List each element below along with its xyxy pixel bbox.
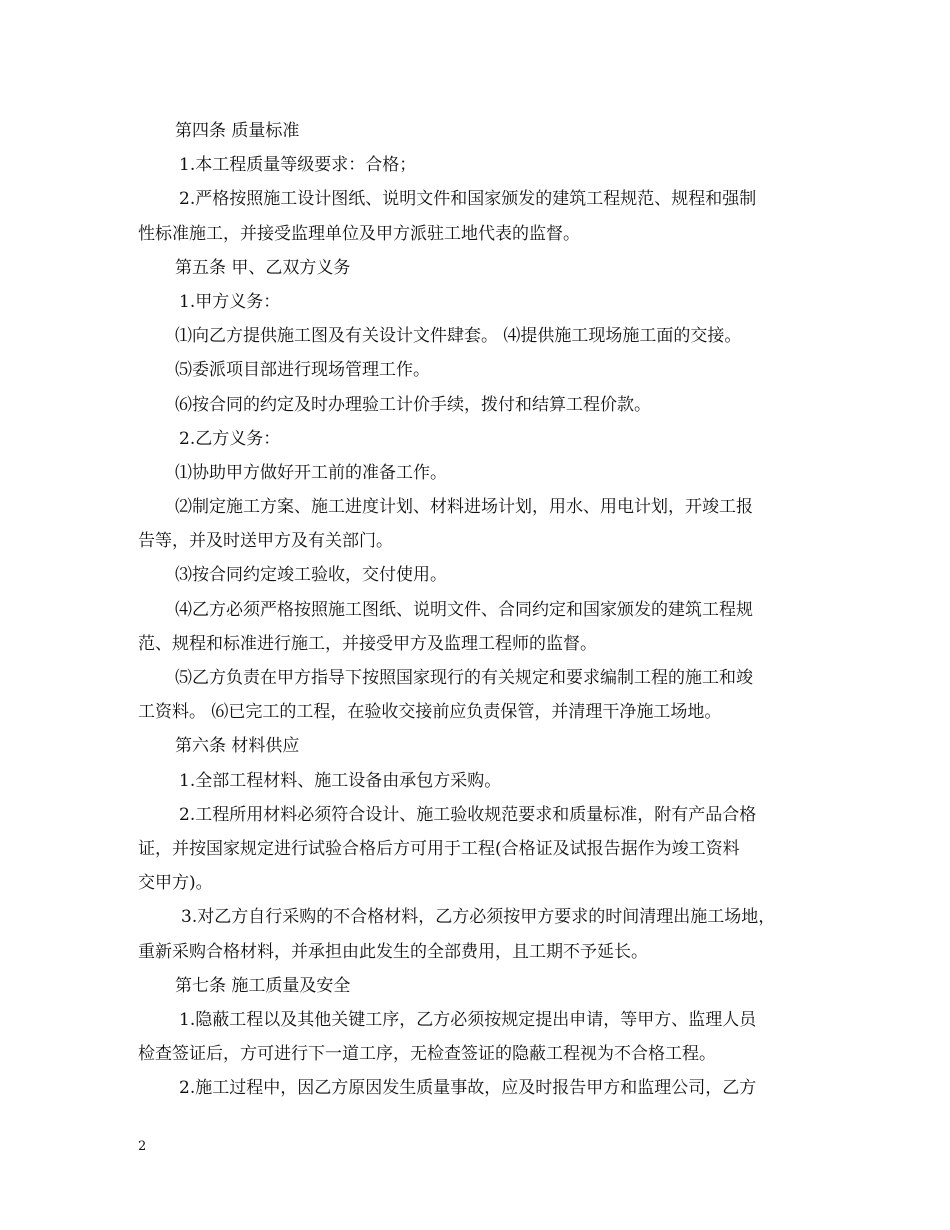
paragraph-line: 1.隐蔽工程以及其他关键工序，乙方必须按规定提出申请，等甲方、监理人员 (179, 1009, 757, 1030)
paragraph-line: 性标准施工，并接受监理单位及甲方派驻工地代表的监督。 (138, 223, 580, 244)
paragraph-line: 工资料。 ⑹已完工的工程，在验收交接前应负责保管，并清理干净施工场地。 (138, 702, 722, 723)
paragraph-line: 2.严格按照施工设计图纸、说明文件和国家颁发的建筑工程规范、规程和强制 (179, 189, 757, 210)
paragraph-line: 交甲方)。 (138, 873, 213, 894)
paragraph-line: ⑸委派项目部进行现场管理工作。 (175, 360, 430, 381)
paragraph-line: ⑴向乙方提供施工图及有关设计文件肆套。 ⑷提供施工现场施工面的交接。 (175, 326, 742, 347)
paragraph-line: 2.工程所用材料必须符合设计、施工验收规范要求和质量标准，附有产品合格 (179, 804, 757, 825)
paragraph-line: 1.甲方义务： (179, 291, 281, 312)
paragraph-line: ⑶按合同约定竣工验收，交付使用。 (175, 565, 447, 586)
paragraph-line: 1.全部工程材料、施工设备由承包方采购。 (179, 770, 502, 791)
paragraph-line: 告等，并及时送甲方及有关部门。 (138, 531, 393, 552)
paragraph-line: 检查签证后，方可进行下一道工序，无检查签证的隐蔽工程视为不合格工程。 (138, 1044, 716, 1065)
paragraph-line: ⑵制定施工方案、施工进度计划、材料进场计划，用水、用电计划，开竣工报 (175, 497, 753, 518)
paragraph-line: 重新采购合格材料，并承担由此发生的全部费用，且工期不予延长。 (138, 941, 648, 962)
paragraph-line: 证，并按国家规定进行试验合格后方可用于工程(合格证及试报告据作为竣工资料 (138, 838, 740, 859)
paragraph-line: ⑹按合同的约定及时办理验工计价手续，拨付和结算工程价款。 (175, 394, 651, 415)
article-4-heading: 第四条 质量标准 (175, 121, 300, 141)
paragraph-line: 2.乙方义务： (179, 428, 281, 449)
paragraph-line: 3.对乙方自行采购的不合格材料，乙方必须按甲方要求的时间清理出施工场地， (181, 907, 776, 928)
paragraph-line: ⑸乙方负责在甲方指导下按照国家现行的有关规定和要求编制工程的施工和竣 (175, 668, 753, 688)
document-body (138, 114, 814, 1105)
paragraph-line: 范、规程和标准进行施工，并接受甲方及监理工程师的监督。 (138, 633, 597, 654)
paragraph-line: ⑷乙方必须严格按照施工图纸、说明文件、合同约定和国家颁发的建筑工程规 (175, 599, 753, 620)
article-6-heading: 第六条 材料供应 (175, 736, 300, 757)
paragraph-line: ⑴协助甲方做好开工前的准备工作。 (175, 462, 447, 483)
article-7-heading: 第七条 施工质量及安全 (175, 975, 351, 996)
paragraph-line: 2.施工过程中，因乙方原因发生质量事故，应及时报告甲方和监理公司，乙方 (179, 1078, 757, 1099)
article-5-heading: 第五条 甲、乙双方义务 (175, 257, 351, 278)
paragraph-line: 1.本工程质量等级要求：合格； (179, 155, 417, 176)
page-number: 2 (138, 1139, 147, 1154)
